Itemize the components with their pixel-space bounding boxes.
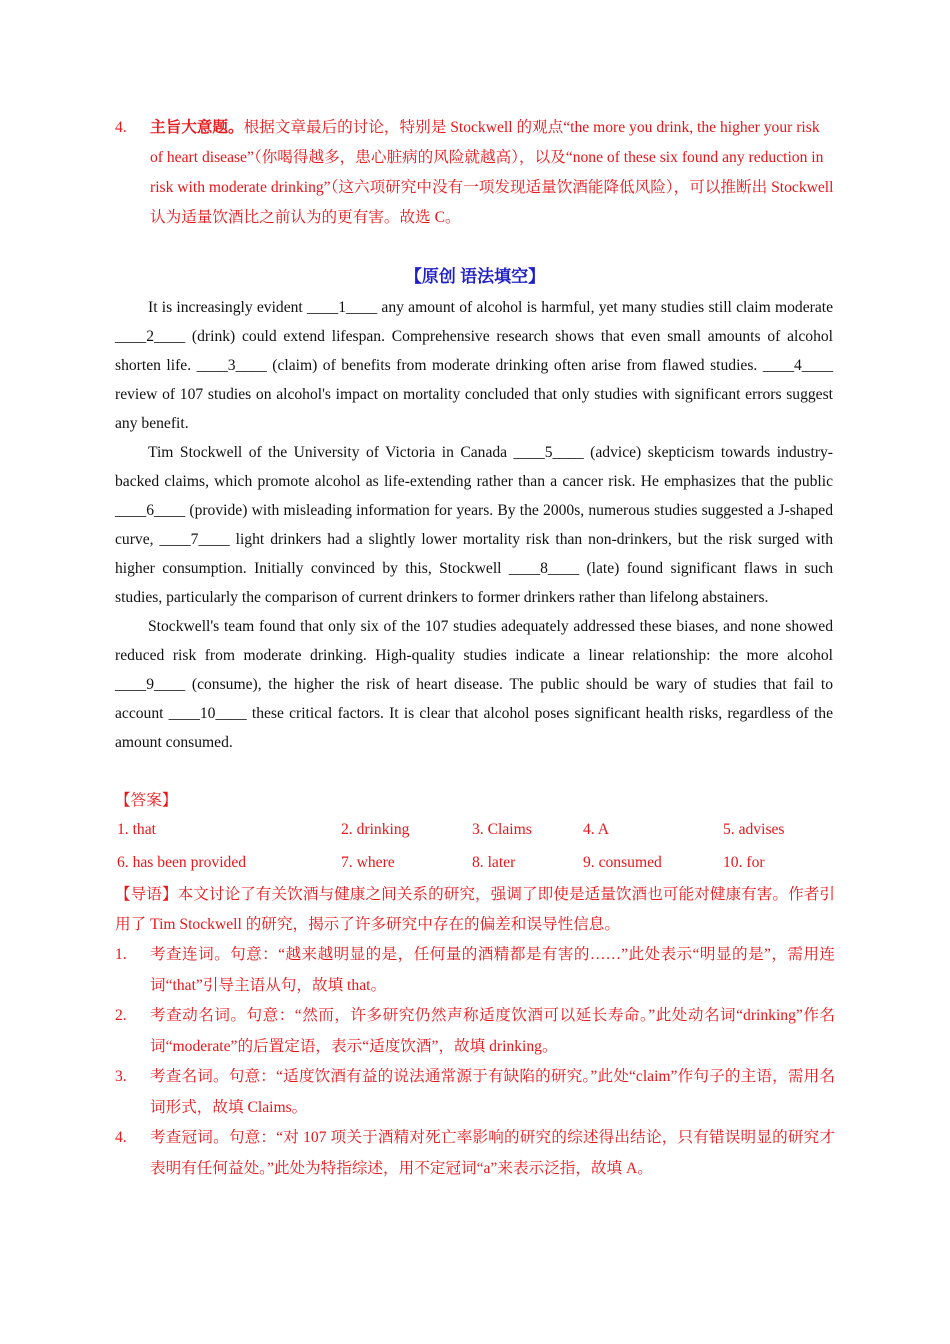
answer-item: 3. Claims <box>472 821 532 838</box>
answer-row <box>115 815 835 848</box>
explanation-item <box>115 940 835 1001</box>
explanation-number: 2. <box>115 1007 127 1024</box>
explanation-item <box>115 1123 835 1184</box>
explanation-item <box>115 1001 835 1062</box>
answer-item: 10. for <box>723 854 765 871</box>
passage-paragraph: Tim Stockwell of the University of Victoria in Canada ____5____ (advice) skepticism towards industry-backed claims, which promote alcohol as life-extending rather than a cancer risk. He emphasizes that the public ____6____ (provide) with misleading information for years. By the 2000s, numerous studies suggested a J-shaped curve, ____7____ light drinkers had a slightly lower mortality risk than non-drinkers, but the risk surged with higher consumption. Initially convinced by this, Stockwell ____8____ (late) found significant flaws in such studies, particularly the comparison of current drinkers to former drinkers rather than lifelong abstainers. <box>115 444 833 606</box>
answer-item: 9. consumed <box>583 854 662 871</box>
answer-grid <box>115 815 835 881</box>
explanation-number: 1. <box>115 946 127 963</box>
section-title: 【原创 语法填空】 <box>404 267 546 286</box>
question-type-label: 主旨大意题。 <box>150 119 244 136</box>
explanation-number: 4. <box>115 1129 127 1146</box>
question-number: 4. <box>115 119 127 136</box>
answer-label: 【答案】 <box>115 792 178 809</box>
answer-item: 8. later <box>472 854 516 871</box>
guide-intro: 【导语】本文讨论了有关饮酒与健康之间关系的研究，强调了即使是适量饮酒也可能对健康有害。作者引用了 Tim Stockwell 的研究，揭示了许多研究中存在的偏差和误导性信息。 <box>115 886 835 933</box>
explanation-item <box>115 1062 835 1123</box>
explanation-number: 3. <box>115 1068 127 1085</box>
question-4-explanation: 根据文章最后的讨论，特别是 Stockwell 的观点“the more you drink, the higher your risk of heart disease”（你喝得越多，患心脏病的风险就越高），以及“none of these six found any reduction in risk with moderate drinking”（这六项研究中没有一项发现适量饮酒能降低风险），可以推断出 Stockwell 认为适量饮酒比之前认为的更有害。故选 C。 <box>150 119 834 226</box>
explanation-text: 考查名词。句意：“适度饮酒有益的说法通常源于有缺陷的研究。”此处“claim”作句子的主语，需用名词形式，故填 Claims。 <box>150 1068 835 1116</box>
question-4-text <box>150 113 835 233</box>
explanation-text: 考查动名词。句意：“然而，许多研究仍然声称适度饮酒可以延长寿命。”此处动名词“drinking”作名词“moderate”的后置定语，表示“适度饮酒”，故填 drinking。 <box>150 1007 835 1055</box>
answer-item: 4. A <box>583 821 609 838</box>
answer-item: 1. that <box>117 821 156 838</box>
question-4-analysis <box>115 113 835 233</box>
answer-row <box>115 848 835 881</box>
answer-item: 5. advises <box>723 821 785 838</box>
explanations-list <box>115 940 835 1184</box>
explanation-text: 考查连词。句意：“越来越明显的是，任何量的酒精都是有害的……”此处表示“明显的是”，需用连词“that”引导主语从句，故填 that。 <box>150 946 835 994</box>
answer-item: 2. drinking <box>341 821 410 838</box>
passage-paragraph: It is increasingly evident ____1____ any amount of alcohol is harmful, yet many studies still claim moderate ____2____ (drink) could extend lifespan. Comprehensive research shows that even small amounts of alcohol shorten life. ____3____ (claim) of benefits from moderate drinking often arise from flawed studies. ____4____ review of 107 studies on alcohol's impact on mortality concluded that only studies with significant errors suggest any benefit. <box>115 299 833 432</box>
cloze-passage <box>115 293 833 757</box>
answer-item: 7. where <box>341 854 395 871</box>
passage-paragraph: Stockwell's team found that only six of the 107 studies adequately addressed these biases, and none showed reduced risk from moderate drinking. High-quality studies indicate a linear relationship: the more alcohol ____9____ (consume), the higher the risk of heart disease. The public should be wary of studies that fail to account ____10____ these critical factors. It is clear that alcohol poses significant health risks, regardless of the amount consumed. <box>115 618 833 751</box>
answer-item: 6. has been provided <box>117 854 247 871</box>
explanation-text: 考查冠词。句意：“对 107 项关于酒精对死亡率影响的研究的综述得出结论，只有错误明显的研究才表明有任何益处。”此处为特指综述，用不定冠词“a”来表示泛指，故填 A。 <box>150 1129 835 1177</box>
